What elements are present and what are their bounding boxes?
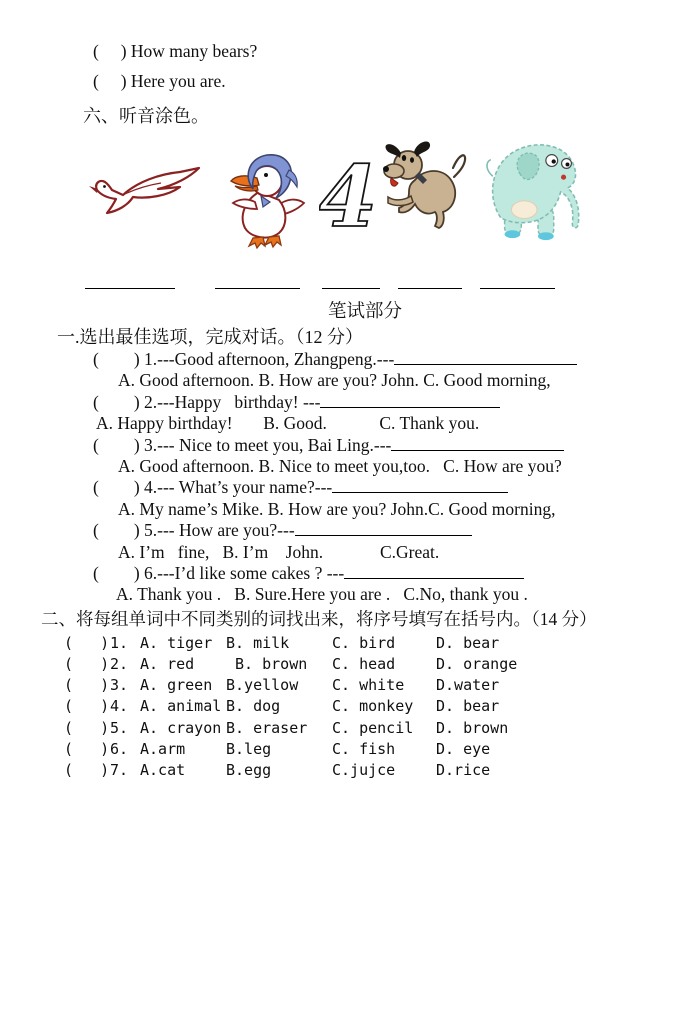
answer-bracket: ( ) [64, 633, 110, 652]
answer-bracket: ( ) [93, 349, 140, 369]
option-a: A.cat [140, 761, 186, 780]
flying-bird-icon [85, 162, 205, 220]
option-c: C. bird [332, 633, 396, 652]
option-a: A. tiger [140, 633, 213, 652]
option-d: D. bear [436, 633, 500, 652]
options-line: A. Thank you . B. Sure.Here you are . C.No, thank you . [116, 584, 528, 605]
option-a: A. crayon [140, 718, 222, 737]
word-group-row [0, 675, 687, 696]
question-prompt: 1.---Good afternoon, Zhangpeng.--- [139, 349, 395, 369]
answer-bracket: ( ) [93, 477, 140, 498]
question-prompt: 3.--- Nice to meet you, Bai Ling.--- [139, 434, 392, 455]
question-prompt: 6.---I’d like some cakes ? --- [139, 563, 345, 584]
elephant-image [481, 132, 595, 250]
number-four-icon [319, 154, 373, 240]
options-line: A. Good afternoon. B. Nice to meet you,too. C. How are you? [118, 456, 562, 477]
answer-blank [480, 276, 555, 289]
bracket-line-text: How many bears? [126, 41, 258, 61]
word-group-row [0, 696, 687, 717]
option-c: C. white [332, 676, 405, 695]
option-b: B.leg [226, 739, 272, 758]
part2-heading: 二、将每组单词中不同类别的词找出来，将序号填写在括号内。（14 分） [41, 608, 597, 629]
duck-icon [227, 148, 307, 250]
word-group-row [0, 760, 687, 781]
option-c: C. monkey [332, 697, 414, 716]
option-b: B. brown [226, 655, 308, 674]
question-prompt: 2.---Happy birthday! --- [139, 391, 321, 412]
part1-questions [0, 349, 687, 606]
question-line [93, 349, 687, 370]
part1-heading: 一.选出最佳选项，完成对话。（12 分） [57, 327, 363, 347]
answer-bracket: ( ) [64, 655, 110, 674]
listening-images-row [85, 130, 687, 250]
question-prompt: 4.--- What’s your name?--- [139, 477, 333, 498]
option-a: A. green [140, 676, 213, 695]
dog-image [381, 140, 469, 237]
option-a: A.arm [140, 739, 186, 758]
number-four-image [319, 154, 373, 240]
elephant-icon [481, 132, 595, 250]
option-a: A. red [140, 655, 195, 674]
answer-underline [332, 478, 508, 493]
flying-bird-image [85, 162, 205, 220]
option-b: B. dog [226, 697, 281, 716]
answer-bracket: ( ) [93, 563, 140, 584]
answer-blank [322, 276, 380, 289]
written-section-title: 笔试部分 [327, 302, 402, 322]
part2-rows [0, 633, 687, 781]
option-b: B.egg [226, 761, 272, 780]
answer-blanks-row [85, 276, 687, 291]
bracket-line-text: Here you are. [126, 71, 226, 91]
dog-icon [381, 140, 469, 237]
option-c: C. fish [332, 739, 396, 758]
worksheet-page [0, 40, 687, 1011]
option-c: C.jujce [332, 761, 396, 780]
answer-bracket: ( ) [64, 718, 110, 737]
option-c: C. pencil [332, 718, 414, 737]
row-number: 7. [110, 761, 129, 780]
row-number: 1. [110, 633, 129, 652]
option-a: A. animal [140, 697, 222, 716]
option-d: D.rice [436, 761, 491, 780]
svg-text:4: 4 [319, 154, 373, 240]
answer-underline [394, 350, 577, 365]
answer-bracket: ( ) [64, 676, 110, 695]
word-group-row [0, 739, 687, 760]
bracket-line [93, 70, 687, 92]
question-prompt: 5.--- How are you?--- [139, 520, 295, 541]
question-line [93, 477, 687, 498]
answer-underline [320, 393, 500, 408]
options-line: A. Happy birthday! B. Good. C. Thank you. [96, 413, 480, 434]
row-number: 3. [110, 676, 129, 695]
duck-in-hood-image [227, 148, 307, 250]
answer-underline [391, 436, 564, 451]
answer-bracket: ( ) [93, 434, 140, 455]
bracket-line [93, 40, 687, 62]
answer-bracket: ( ) [93, 41, 127, 61]
question-line [93, 392, 687, 413]
answer-blank [215, 276, 300, 289]
row-number: 6. [110, 739, 129, 758]
options-line: A. I’m fine, B. I’m John. C.Great. [118, 541, 440, 562]
question-line [93, 435, 687, 456]
answer-blank [85, 276, 175, 289]
option-d: D. eye [436, 739, 491, 758]
answer-bracket: ( ) [93, 71, 127, 91]
listening-section-title: 六、听音涂色。 [83, 106, 209, 126]
options-line: A. Good afternoon. B. How are you? John. C. Good morning, [118, 370, 551, 391]
row-number: 4. [110, 697, 129, 716]
option-d: D. orange [436, 655, 518, 674]
row-number: 5. [110, 718, 129, 737]
word-group-row [0, 718, 687, 739]
options-line: A. My name’s Mike. B. How are you? John.C. Good morning, [118, 498, 556, 519]
question-line [93, 520, 687, 541]
answer-bracket: ( ) [93, 520, 140, 541]
answer-underline [295, 521, 472, 536]
word-group-row [0, 633, 687, 654]
word-group-row [0, 654, 687, 675]
option-d: D.water [436, 676, 500, 695]
answer-bracket: ( ) [93, 391, 140, 412]
answer-bracket: ( ) [64, 697, 110, 716]
answer-blank [398, 276, 462, 289]
answer-bracket: ( ) [64, 739, 110, 758]
option-b: B. eraser [226, 718, 308, 737]
row-number: 2. [110, 655, 129, 674]
answer-bracket: ( ) [64, 761, 110, 780]
option-b: B. milk [226, 633, 290, 652]
option-d: D. brown [436, 718, 509, 737]
answer-underline [344, 564, 524, 579]
option-d: D. bear [436, 697, 500, 716]
question-line [93, 563, 687, 584]
option-c: C. head [332, 655, 396, 674]
option-b: B.yellow [226, 676, 299, 695]
